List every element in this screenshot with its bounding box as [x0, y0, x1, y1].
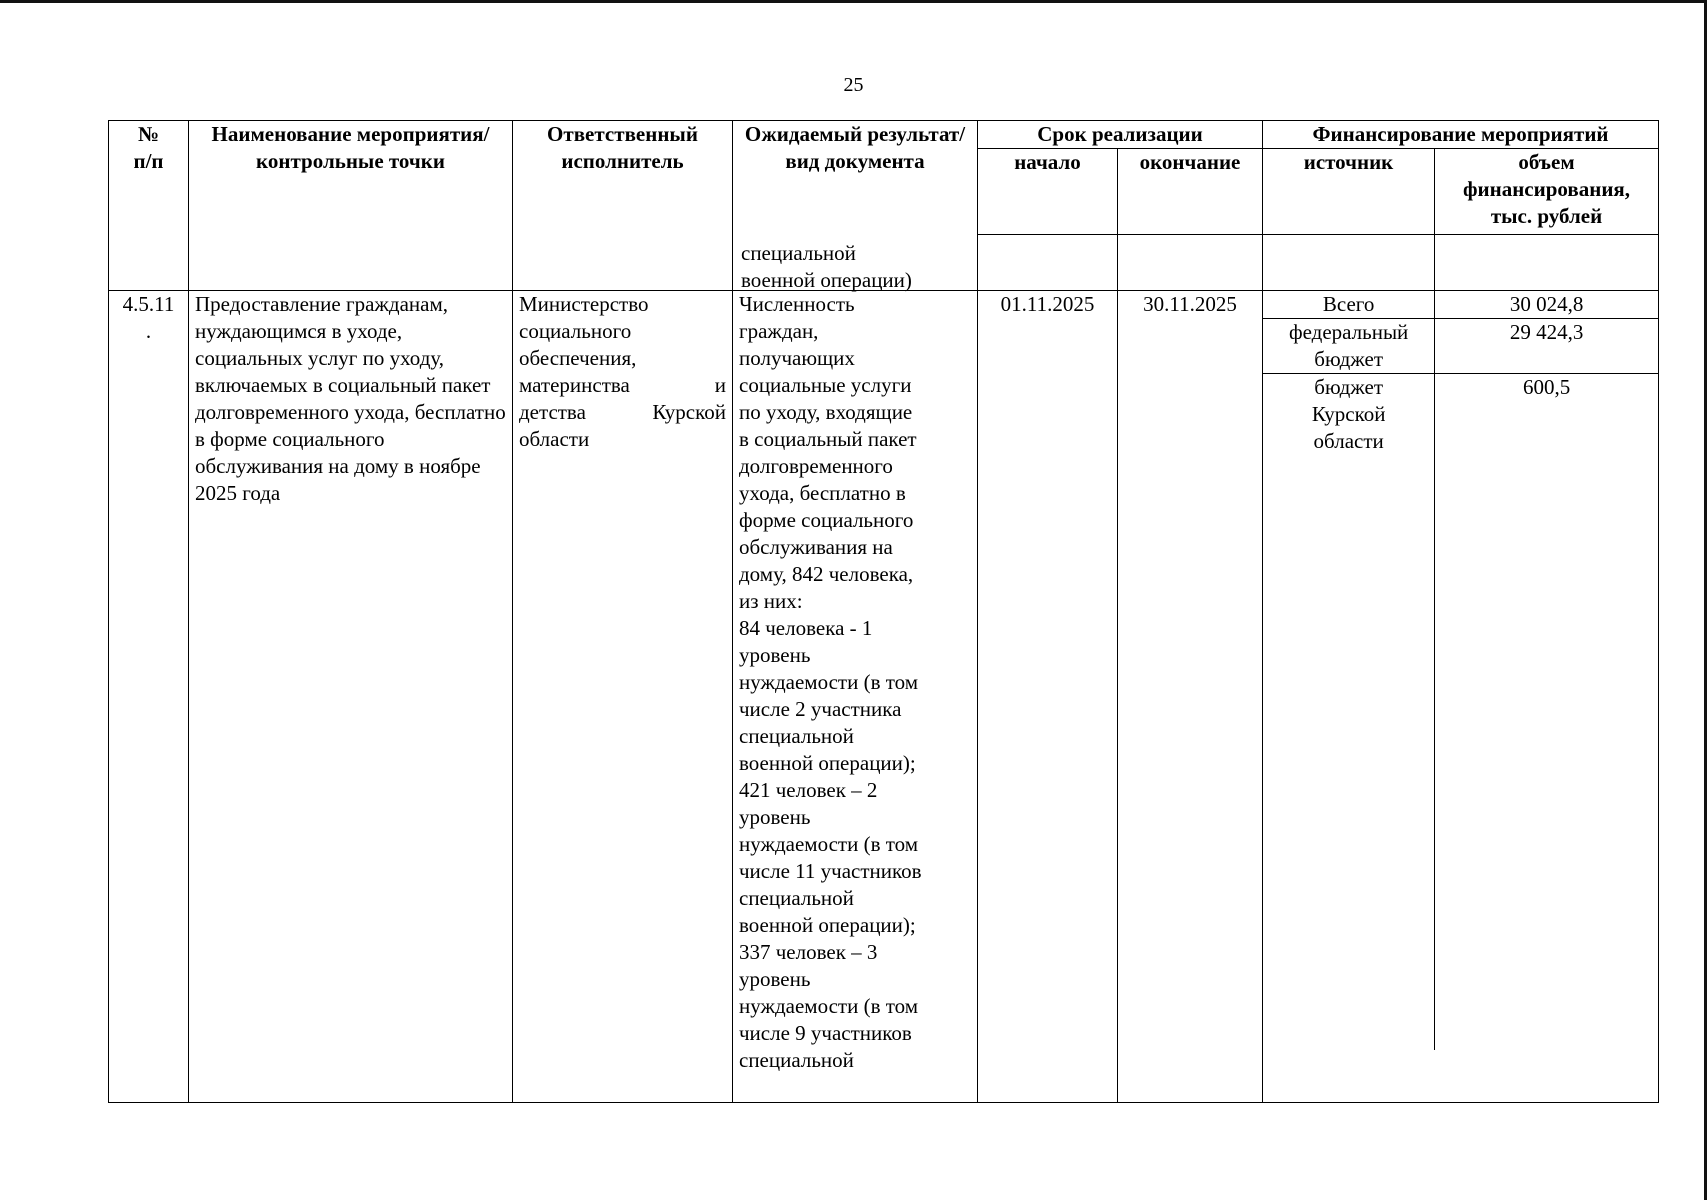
cont-volume [1435, 235, 1659, 291]
financing-row-regional [1263, 374, 1658, 1051]
row-executor [513, 291, 733, 1103]
table-row [109, 291, 1659, 1103]
header-num: № п/п [109, 121, 189, 291]
header-financing: Финансирование мероприятий [1263, 121, 1659, 149]
cont-source [1263, 235, 1435, 291]
executor-line-3: обеспечения, [519, 346, 637, 370]
row-num: 4.5.11 . [109, 291, 189, 1103]
financing-source: Всего [1263, 291, 1435, 319]
page-number: 25 [843, 74, 864, 96]
executor-line-5 [519, 399, 726, 426]
row-financing [1263, 291, 1659, 1103]
financing-source: бюджет Курской области [1311, 375, 1386, 453]
header-source: источник [1263, 149, 1435, 235]
executor-word-and: и [714, 373, 726, 397]
header-executor: Ответственный исполнитель [513, 121, 733, 291]
financing-source: федеральный бюджет [1263, 319, 1435, 374]
financing-row-total [1263, 291, 1658, 319]
executor-word-childhood: детства [519, 400, 586, 424]
financing-volume: 29 424,3 [1435, 319, 1658, 374]
header-name: Наименование мероприятия/контрольные точки [189, 121, 513, 291]
header-volume: объем финансирования, тыс. рублей [1435, 149, 1659, 235]
row-start: 01.11.2025 [978, 291, 1118, 1103]
header-end: окончание [1118, 149, 1263, 235]
row-result: Численность граждан, получающих социальные услуги по уходу, входящие в социальный пакет долговременного ухода, бесплатно в форме социального обслуживания на дому, 842 человека, из них: 84 человека - 1 уровень нуждаемости (в том числе 2 участника специальной военной операции); 421 человек – 2 уровень нуждаемости (в том числе 11 участников специальной военной операции); 337 человек – 3 уровень нуждаемости (в том числе 9 участников специальной [733, 291, 978, 1103]
executor-word-maternity: материнства [519, 373, 630, 397]
financing-volume: 30 024,8 [1435, 291, 1658, 319]
row-end: 30.11.2025 [1118, 291, 1263, 1103]
header-period: Срок реализации [978, 121, 1263, 149]
header-result: Ожидаемый результат/вид документа [733, 121, 978, 291]
page-edge-top [0, 0, 1707, 3]
financing-table [1263, 291, 1658, 1050]
result-continuation: специальной военной операции) [741, 241, 912, 292]
executor-line-1: Министерство [519, 292, 649, 316]
header-row-1 [109, 121, 1659, 149]
financing-row-federal [1263, 319, 1658, 374]
header-start: начало [978, 149, 1118, 235]
executor-line-2: социального [519, 319, 632, 343]
row-name: Предоставление гражданам, нуждающимся в уходе, социальных услуг по уходу, включаемых в социальный пакет долговременного ухода, бесплатно в форме социального обслуживания на дому в ноябре 2025 года [189, 291, 513, 1103]
cont-end [1118, 235, 1263, 291]
executor-line-6: области [519, 427, 590, 451]
financing-volume: 600,5 [1435, 374, 1658, 1051]
cont-start [978, 235, 1118, 291]
executor-word-kursk: Курской [652, 400, 726, 424]
executor-line-4 [519, 372, 726, 399]
